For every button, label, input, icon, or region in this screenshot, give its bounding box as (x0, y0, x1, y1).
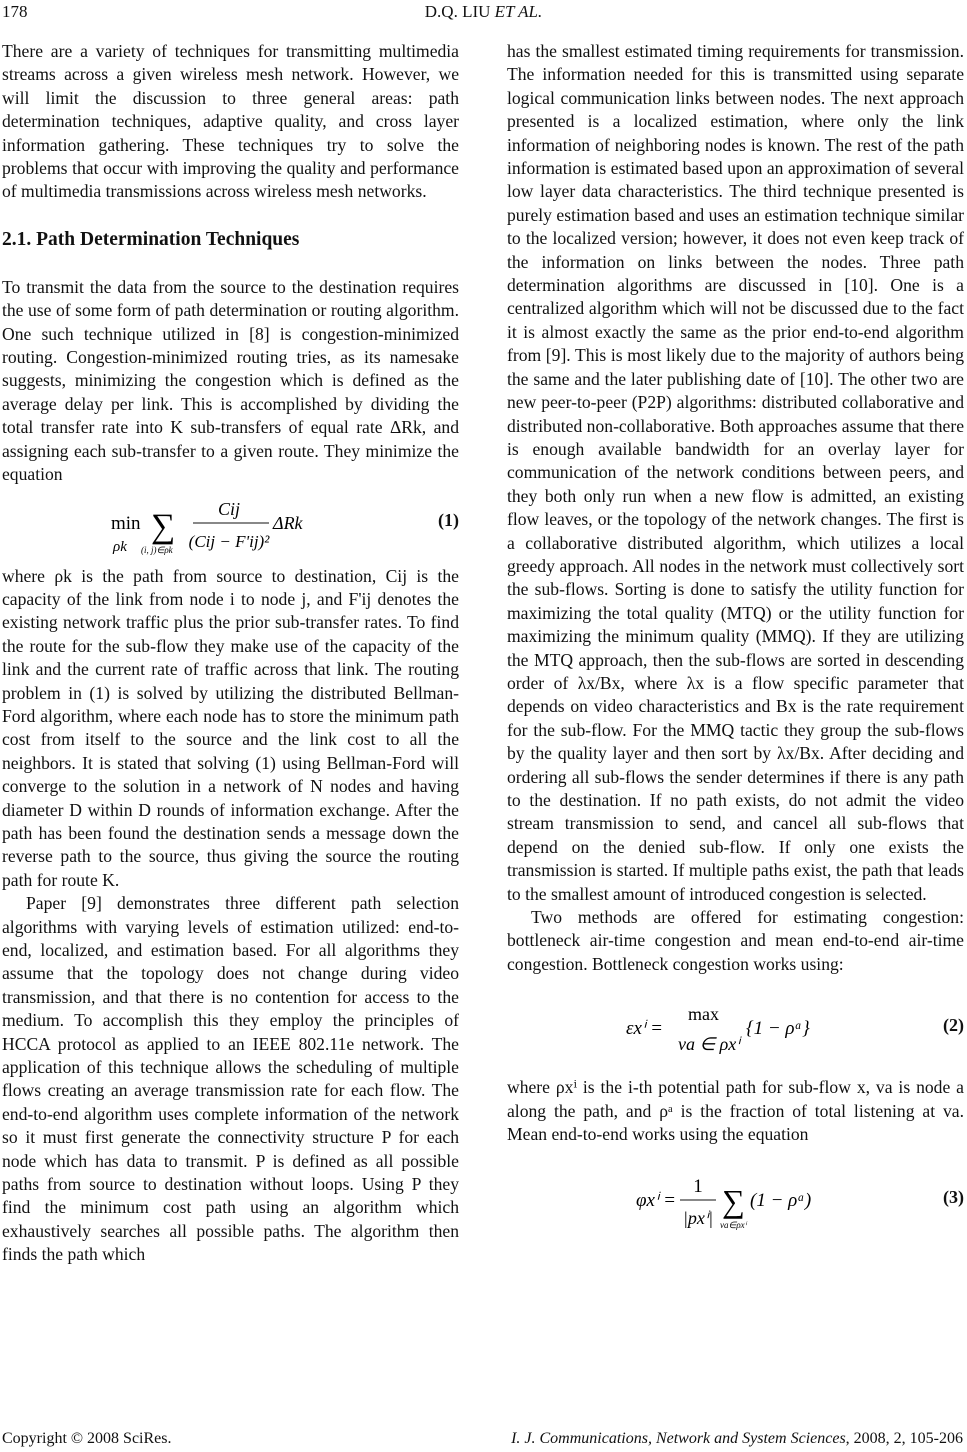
eq2-max: max (687, 1004, 719, 1025)
eq1-under: ρk (112, 538, 127, 555)
equation-2-number: (2) (943, 1015, 964, 1036)
equation-3-number: (3) (943, 1187, 964, 1208)
paragraph-bellman-ford: where ρk is the path from source to destination, Cij is the capacity of the link from node i to node j, and F'ij denotes the existing network traffic plus the prior sub-transfer rates. To find the route for the sub-flow they make use of the capacity of the link and the current rate of traffic across that link. The routing problem in (1) is solved by utilizing the distributed Bellman-Ford algorithm, where each node has to store the minimum path cost from itself to the source and the link cost to all the neighbors. It is stated that solving (1) using Bellman-Ford will converge to the solution in a network of N nodes and having diameter D within D rounds of information exchange. After the path has been found the destination sends a message down the reverse path to the source, thus giving the source the routing path for route K. (2, 565, 459, 890)
journal-volume-pages: , 2008, 2, 105-206 (845, 1430, 963, 1447)
eq2-body: {1 − ρᵃ} (745, 1018, 810, 1040)
equation-1-render (111, 493, 351, 557)
journal-reference (511, 1430, 963, 1448)
paragraph-two-methods: Two methods are offered for estimating congestion: bottleneck air-time congestion and mean end-to-end air-time congestion. Bottleneck congestion works using: (507, 907, 964, 974)
page-number: 178 (2, 2, 28, 21)
copyright-notice: Copyright © 2008 SciRes. (2, 1430, 172, 1447)
eq2-lhs: εxⁱ = (625, 1018, 663, 1040)
eq2-under: va ∈ ρxⁱ (677, 1034, 740, 1055)
journal-name: I. J. Communications, Network and System Sciences (511, 1430, 846, 1447)
eq1-numerator: Cij (217, 498, 240, 519)
intro-paragraph: There are a variety of techniques for transmitting multimedia streams across a given wireless mesh network. However, we will limit the discussion to three general areas: path determination techniques, adaptive quality, and cross layer information gathering. These techniques try to solve the problems that occur with improving the quality and performance of multimedia transmissions across wireless mesh networks. (2, 41, 459, 202)
equation-3-body (507, 1170, 964, 1234)
sigma-icon: ∑ (721, 1183, 745, 1220)
equation-3 (507, 1170, 964, 1234)
equation-3-render (636, 1170, 836, 1234)
left-column (2, 40, 459, 1267)
section-heading: 2.1. Path Determination Techniques (2, 228, 300, 250)
eq1-min: min (110, 512, 141, 534)
sigma-icon: ∑ (150, 507, 175, 545)
eq1-sum-index: (i, j)∈ρk (140, 544, 173, 555)
equation-2-render (626, 998, 846, 1062)
eq3-sum-index: va∈ρxⁱ (719, 1220, 746, 1231)
equation-2 (507, 998, 964, 1062)
eq3-denominator: |pxⁱ| (682, 1208, 713, 1229)
eq3-body: (1 − ρᵃ) (749, 1190, 811, 1212)
eq1-trailing: ΔRk (272, 512, 303, 533)
right-column (507, 40, 964, 1242)
eq3-lhs: φxⁱ = (635, 1190, 676, 1212)
paragraph-continued: has the smallest estimated timing requirements for transmission. The information needed for this is transmitted using separate logical communication links between nodes. The next approach presented is a localized estimation, where only the link information of neighboring nodes is known. The rest of the path information is estimated based upon an approximation of several low layer data characteristics. The third technique presented is purely estimation based and uses an estimation technique similar to the localized version; however, it does not even keep track of the information on links between the nodes. Three path determination algorithms are discussed in [10]. One is a centralized algorithm which will not be discussed due to the fact it is almost exactly the same as the prior end-to-end algorithm from [9]. This is most likely due to the majority of authors being the same and the later publishing date of [10]. The other two are new peer-to-peer (P2P) algorithms: distributed collaborative and distributed non-collaborative. Both approaches assume that there is enough available bandwidth for an overlay layer for communication of the network conditions between peers, and they both only run when a new flow is admitted, an existing flow leaves, or the topology of the network changes. The first is a collaborative distributed algorithm, which utilizes a local greedy approach. All nodes in the network must collectively sort the sub-flows. Sorting is done to satisfy the utility function for maximizing the total quality (MTQ) or the utility function for maximizing the minimum quality (MMQ). If they are utilizing the MTQ approach, then the sub-flows are sorted in descending order of λx/Bx, where λx is a flow specific parameter that depends on video characteristics and Bx is the rate requirement for the sub-flow. For the MMQ tactic they group the sub-flows by the quality layer and then sort by λx/Bx. After deciding and ordering all sub-flows the sender determines if there is any path to the destination. If no path exists, do not admit the video stream transmission to send, and cancel all sub-flows that depend on the denied sub-flow. If only one exists the transmission is started. If multiple paths exist, the path that leads to the smallest amount of introduced congestion is selected. (507, 41, 964, 904)
authors: D.Q. LIU (424, 2, 491, 21)
paragraph-paper-9: Paper [9] demonstrates three different path selection algorithms with varying levels of estimation utilized: end-to-end, localized, and estimation based. For all algorithms they assume that the topology does not change during video transmission, and that there is no contention for access to the medium. To accomplish this they employ the principles of HCCA protocol as applied to an IEEE 802.11e network. The application of this technique allows the scheduling of multiple flows creating an average transmission rate for each flow. The end-to-end algorithm uses complete information of the network so it must first generate the connectivity structure P for each node which has data to transmit. P is defined as all possible paths from source to destination without loops. Using P they find the minimum cost path using an algorithm which exhaustively searches all possible paths. The algorithm then finds the path which (2, 893, 459, 1265)
running-head (0, 0, 967, 22)
running-head-authors (0, 2, 967, 22)
et-al: ET AL. (494, 2, 543, 21)
eq1-denominator: (Cij − F'ij)² (188, 531, 269, 551)
equation-2-body (507, 998, 964, 1062)
paragraph-where-2: where ρxⁱ is the i-th potential path for sub-flow x, va is node a along the path, and ρᵃ is the fraction of total listening at va. Mean end-to-end works using the equation (507, 1077, 964, 1145)
eq3-numerator: 1 (692, 1176, 703, 1198)
paragraph-path-determination: To transmit the data from the source to the destination requires the use of some form of path determination or routing algorithm. One such technique utilized in [8] is congestion-minimized routing. Congestion-minimized routing tries, as its namesake suggests, minimizing the congestion which is defined as the average delay per link. This is accomplished by dividing the total transfer rate into K sub-transfers of equal rate ΔRk, and assigning each sub-transfer to a given route. They minimize the equation (2, 276, 459, 485)
equation-1 (2, 493, 459, 557)
equation-1-number: (1) (438, 509, 459, 530)
equation-1-body (2, 493, 459, 557)
